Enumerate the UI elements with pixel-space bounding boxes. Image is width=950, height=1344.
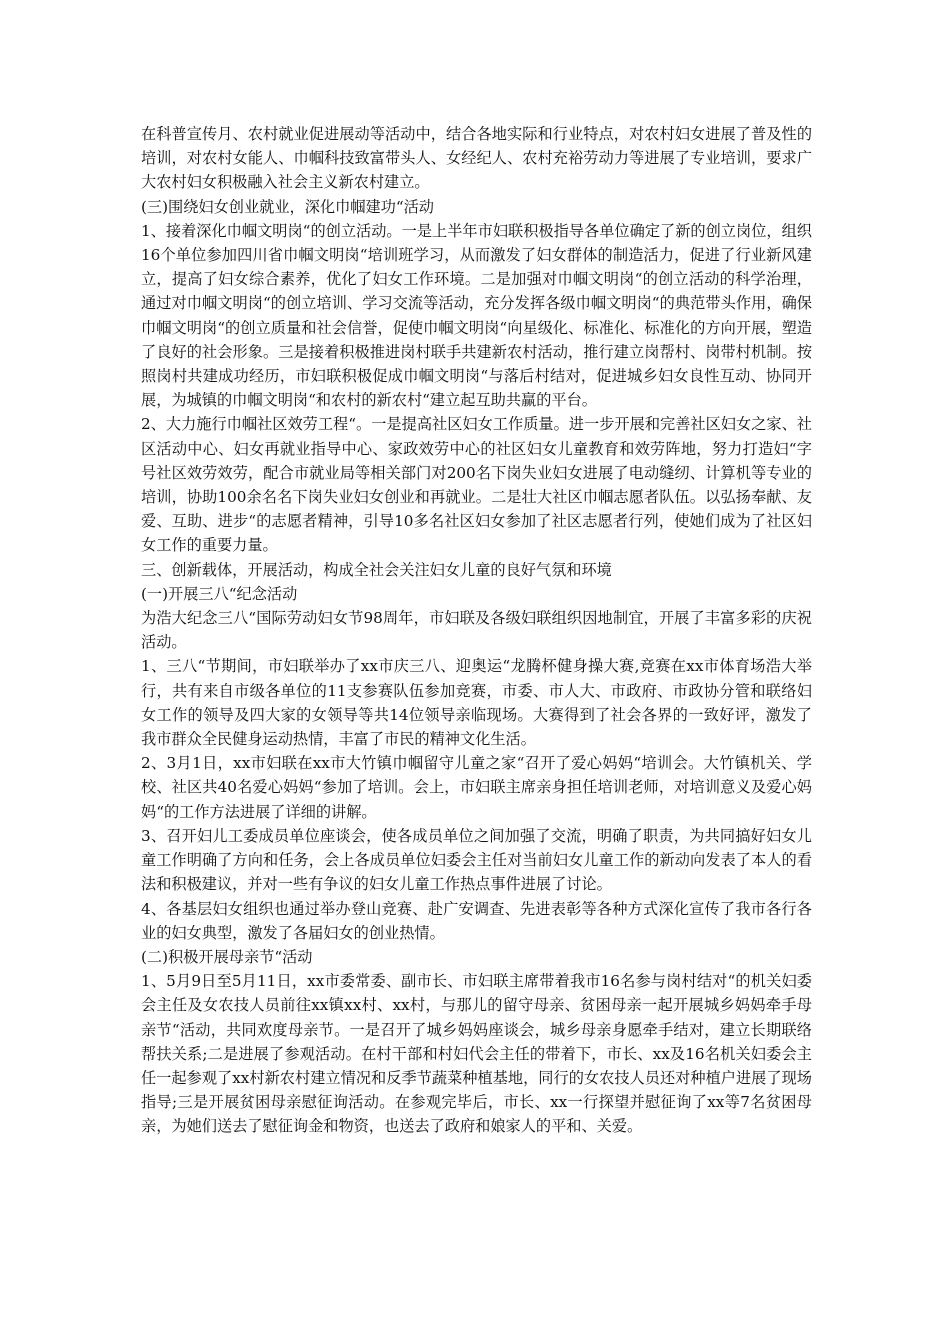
section-heading: (一)开展三八“纪念活动	[141, 584, 298, 603]
paragraph: 1、5月9日至5月11日，xx市委常委、副市长、市妇联主席带着我市16名参与岗村结对“的机关妇委会主任及女农技人员前往xx镇xx村、xx村，与那儿的留守母亲、贫困母亲一起开展城乡妈妈牵手母亲节“活动，共同欢度母亲节。一是召开了城乡妈妈座谈会，城乡母亲身愿牵手结对，建立长期联络帮扶关系;二是进展了参观活动。在村干部和村妇代会主任的带着下，市长、xx及16名机关妇委会主任一起参观了xx村新农村建立情况和反季节蔬菜种植基地，同行的女农技人员还对种植户进展了现场指导;三是开展贫困母亲慰征询活动。在参观完毕后，市长、xx一行探望并慰征询了xx等7名贫困母亲，为她们送去了慰征询金和物资，也送去了政府和娘家人的平和、关爱。	[141, 972, 812, 1136]
paragraph: 1、三八“节期间，市妇联举办了xx市庆三八、迎奥运“龙腾杯健身操大赛,竞赛在xx市体育场浩大举行，共有来自市级各单位的11支参赛队伍参加竞赛，市委、市人大、市政府、市政协分管和联络妇女工作的领导及四大家的女领导等共14位领导亲临现场。大赛得到了社会各界的一致好评，激发了我市群众全民健身运动热情，丰富了市民的精神文化生活。	[141, 657, 812, 749]
paragraph: 1、接着深化巾帼文明岗“的创立活动。一是上半年市妇联积极指导各单位确定了新的创立岗位，组织16个单位参加四川省巾帼文明岗“培训班学习，从而激发了妇女群体的制造活力，促进了行业新风建立，提高了妇女综合素养，优化了妇女工作环境。二是加强对巾帼文明岗“的创立活动的科学治理，通过对巾帼文明岗“的创立培训、学习交流等活动，充分发挥各级巾帼文明岗“的典范带头作用，确保巾帼文明岗“的创立质量和社会信誉，促使巾帼文明岗“向星级化、标准化、标准化的方向开展，塑造了良好的社会形象。三是接着积极推进岗村联手共建新农村活动，推行建立岗帮村、岗带村机制。按照岗村共建成功经历，市妇联积极促成巾帼文明岗“与落后村结对，促进城乡妇女良性互动、协同开展，为城镇的巾帼文明岗“和农村的新农村“建立起互助共赢的平台。	[141, 221, 812, 410]
section-heading: (三)围绕妇女创业就业，深化巾帼建功“活动	[141, 197, 434, 216]
paragraph: 2、大力施行巾帼社区效劳工程“。一是提高社区妇女工作质量。进一步开展和完善社区妇女之家、社区活动中心、妇女再就业指导中心、家政效劳中心的社区妇女儿童教育和效劳阵地，努力打造妇“字号社区效劳效劳，配合市就业局等相关部门对200名下岗失业妇女进展了电动缝纫、计算机等专业的培训，协助100余名名下岗失业妇女创业和再就业。二是壮大社区巾帼志愿者队伍。以弘扬奉献、友爱、互助、进步“的志愿者精神，引导10多名社区妇女参加了社区志愿者行列，使她们成为了社区妇女工作的重要力量。	[141, 415, 812, 555]
document-page	[141, 122, 812, 1139]
section-heading: (二)积极开展母亲节“活动	[141, 947, 313, 966]
paragraph: 在科普宣传月、农村就业促进展动等活动中，结合各地实际和行业特点，对农村妇女进展了普及性的培训，对农村女能人、巾帼科技致富带头人、女经纪人、农村充裕劳动力等进展了专业培训，要求广大农村妇女积极融入社会主义新农村建立。	[141, 125, 812, 192]
paragraph: 2、3月1日，xx市妇联在xx市大竹镇巾帼留守儿童之家“召开了爱心妈妈“培训会。大竹镇机关、学校、社区共40名爱心妈妈“参加了培训。会上，市妇联主席亲身担任培训老师，对培训意义及爱心妈妈“的工作方法进展了详细的讲解。	[141, 754, 812, 821]
paragraph: 3、召开妇儿工委成员单位座谈会，使各成员单位之间加强了交流，明确了职责，为共同搞好妇女儿童工作明确了方向和任务，会上各成员单位妇委会主任对当前妇女儿童工作的新动向发表了本人的看法和积极建议，并对一些有争议的妇女儿童工作热点事件进展了讨论。	[141, 826, 812, 894]
section-heading: 三、创新载体，开展活动，构成全社会关注妇女儿童的良好气氛和环境	[141, 560, 612, 579]
paragraph: 4、各基层妇女组织也通过举办登山竞赛、赴广安调查、先进表彰等各种方式深化宣传了我市各行各业的妇女典型，激发了各届妇女的创业热情。	[141, 899, 812, 942]
paragraph: 为浩大纪念三八“国际劳动妇女节98周年，市妇联及各级妇联组织因地制宜，开展了丰富多彩的庆祝活动。	[141, 609, 812, 652]
